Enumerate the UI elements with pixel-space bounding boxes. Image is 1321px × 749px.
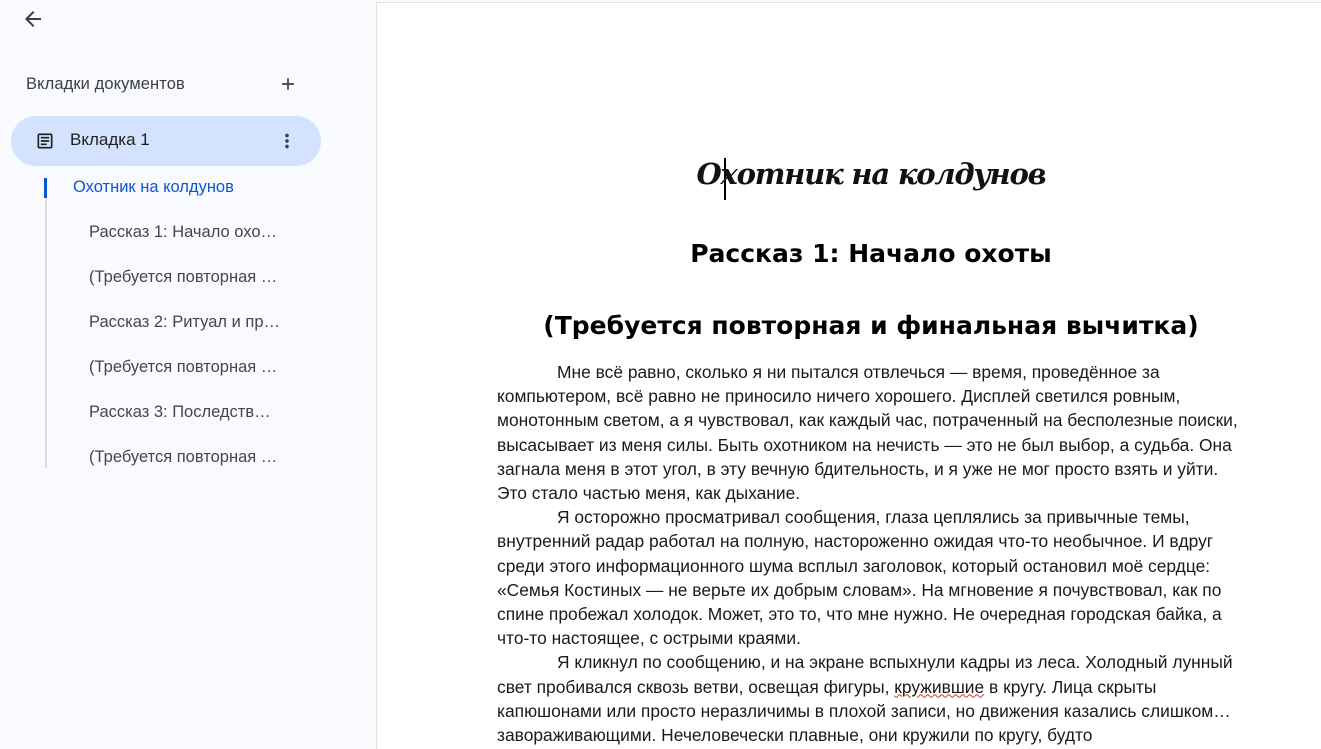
document-page[interactable] bbox=[376, 2, 1321, 749]
document-body[interactable] bbox=[497, 360, 1242, 747]
outline-item-proofread-3[interactable]: (Требуется повторная … bbox=[89, 448, 278, 466]
tab-label: Вкладка 1 bbox=[70, 130, 150, 149]
outline-item-story-3[interactable]: Рассказ 3: Последств… bbox=[89, 403, 271, 421]
document-tabs-sidebar bbox=[0, 0, 375, 749]
plus-icon bbox=[278, 74, 298, 94]
outline-guide-line bbox=[45, 178, 47, 468]
arrow-left-icon bbox=[21, 7, 45, 31]
outline-item-proofread-2[interactable]: (Требуется повторная … bbox=[89, 358, 278, 376]
paragraph-3[interactable] bbox=[497, 650, 1242, 747]
outline-item-story-2[interactable]: Рассказ 2: Ритуал и пр… bbox=[89, 313, 281, 331]
paragraph-3-text: Я кликнул по сообщению, и на экране вспыхнули кадры из леса. Холодный лунный свет пробивался сквозь ветви, освещая фигуры, bbox=[497, 652, 1233, 697]
spelling-error-word[interactable]: кружившие bbox=[894, 676, 985, 697]
outline-item-story-1[interactable]: Рассказ 1: Начало охо… bbox=[89, 223, 278, 241]
document-title[interactable]: Охотник на колдунов bbox=[696, 157, 1046, 191]
tab-item-1[interactable] bbox=[11, 116, 321, 166]
paragraph-1[interactable]: Мне всё равно, сколько я ни пытался отвлечься — время, проведённое за компьютером, всё равно не приносило ничего хорошего. Дисплей светился ровным, монотонным светом, а я чувствовал, как каждый час, потраченный на бесполезные поиски, высасывает из меня силы. Быть охотником на нечисть — это не был выбор, а судьба. Она загнала меня в этот угол, в эту вечную бдительность, и я уже не мог просто взять и уйти. Это стало частью меня, как дыхание. bbox=[497, 362, 1238, 504]
document-icon bbox=[35, 131, 55, 151]
paragraph-2[interactable]: Я осторожно просматривал сообщения, глаза цеплялись за привычные темы, внутренний радар работал на полную, настороженно ожидая что-то необычное. И вдруг среди этого информационного шума всплыл заголовок, который остановил моё сердце: «Семья Костиных — не верьте их добрым словам». На мгновение я почувствовал, как по спине пробежал холодок. Может, это то, что мне нужно. Не очередная городская байка, а что-то настоящее, с острыми краями. bbox=[497, 507, 1222, 649]
outline-active-indicator bbox=[44, 178, 47, 198]
document-canvas bbox=[375, 0, 1321, 749]
more-vert-icon bbox=[276, 130, 298, 152]
tab-more-button[interactable] bbox=[275, 129, 299, 153]
back-button[interactable] bbox=[18, 6, 48, 32]
document-heading-story-1[interactable]: Рассказ 1: Начало охоты bbox=[690, 239, 1052, 268]
outline-item-proofread-1[interactable]: (Требуется повторная … bbox=[89, 268, 278, 286]
tabs-header bbox=[26, 72, 316, 96]
outline-item-title[interactable]: Охотник на колдунов bbox=[73, 178, 234, 196]
tabs-header-title: Вкладки документов bbox=[26, 74, 185, 93]
paragraph-3-text-cont: в кругу. Лица скрыты капюшонами или просто неразличимы в плохой записи, но движения казались слишком… завораживающими. Нечеловечески плавные, они кружили по кругу, будто bbox=[497, 676, 1231, 746]
document-heading-proofread[interactable]: (Требуется повторная и финальная вычитка) bbox=[543, 311, 1199, 340]
add-tab-button[interactable] bbox=[276, 72, 300, 96]
